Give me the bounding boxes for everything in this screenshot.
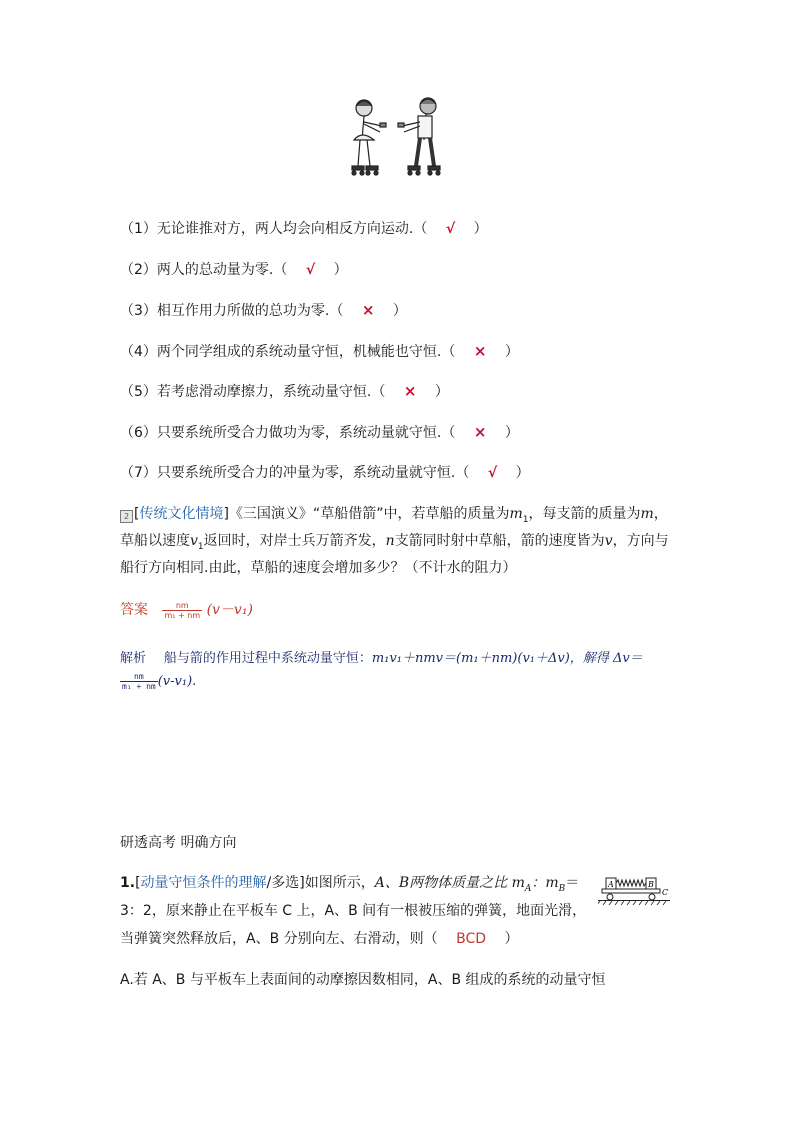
block-a-label: A <box>608 880 614 889</box>
q1-text: ＝ <box>565 875 580 891</box>
q1-line3 <box>120 929 518 949</box>
var-v: v <box>604 533 613 549</box>
sub-1: 1 <box>522 514 529 525</box>
statement-text: （1）无论谁推对方，两人均会向相反方向运动.（ <box>120 221 428 237</box>
statement-text: （4）两个同学组成的系统动量守恒，机械能也守恒.（ <box>120 344 456 360</box>
analysis-text: 船与箭的作用过程中系统动量守恒： <box>163 651 372 666</box>
answer-expression: (v－v₁) <box>206 602 253 618</box>
analysis-tail: (v-v₁). <box>157 674 197 689</box>
q2-text: 支箭同时射中草船，箭的速度皆为 <box>394 533 605 549</box>
q1-text: /多选]如图所示， <box>266 875 375 891</box>
statement-text: （7）只要系统所受合力的冲量为零，系统动量就守恒.（ <box>120 465 470 481</box>
paren-close: ） <box>515 465 530 481</box>
question2-line1: 2 [传统文化情境]《三国演义》“草船借箭”中，若草船的质量为$m_1$，每支箭的质量为m， <box>120 504 668 530</box>
option-a: A.若 A、B 与平板车上表面间的动摩擦因数相同，A、B 组成的系统的动量守恒 <box>120 972 606 988</box>
section-title: 研透高考 明确方向 <box>120 835 237 851</box>
statement-4 <box>120 341 519 362</box>
block-b-label: B <box>648 880 654 889</box>
question-number: 1. <box>120 875 136 891</box>
answer-row <box>120 600 253 620</box>
analysis-equation: m₁v₁＋nmv＝(m₁＋nm)(v₁＋Δv)，解得 Δv＝ <box>371 651 643 666</box>
paren-close: ） <box>504 931 519 947</box>
analysis-row-2 <box>120 672 196 692</box>
q1-answer: BCD <box>456 931 487 947</box>
topic-link[interactable]: 动量守恒条件的理解 <box>140 875 267 891</box>
sub-b: B <box>558 883 566 894</box>
check-mark: √ <box>305 262 316 278</box>
q1-line1: 1.[动量守恒条件的理解/多选]如图所示，A、B两物体质量之比 $m_A$：$m_B=$ <box>120 875 580 894</box>
var-n: n <box>385 533 395 549</box>
wheel <box>649 894 655 900</box>
q1-text: 当弹簧突然释放后，A、B 分别向左、右滑动，则（ <box>120 931 438 947</box>
ground-hatch <box>598 901 666 905</box>
q2-text: ，方向与 <box>612 533 669 549</box>
answer-fraction <box>162 601 202 620</box>
var-v: v <box>190 533 198 549</box>
statement-text: （2）两人的总动量为零.（ <box>120 262 288 278</box>
paren-close: ） <box>434 384 449 400</box>
q1-text: 3：2，原来静止在平板车 C 上，A、B 间有一根被压缩的弹簧，地面光滑， <box>120 903 587 919</box>
statement-1 <box>120 219 488 239</box>
question2-line3 <box>120 558 516 578</box>
check-mark: √ <box>445 221 456 237</box>
statement-3 <box>120 300 407 321</box>
cross-mark: × <box>473 342 487 360</box>
wheel <box>607 894 613 900</box>
fraction-numerator: nm <box>120 672 158 682</box>
skaters-illustration <box>340 96 460 188</box>
cart-label: C <box>662 888 669 897</box>
answer-label: 答案 <box>120 602 148 618</box>
context-tag-link[interactable]: 传统文化情境 <box>139 506 224 522</box>
q2-text: ，每支箭的质量为 <box>528 506 641 522</box>
edit-icon[interactable]: 2 <box>120 510 133 523</box>
sub-a: A <box>524 883 532 894</box>
paren-close: ） <box>504 425 519 441</box>
statement-text: （6）只要系统所受合力做功为零，系统动量就守恒.（ <box>120 425 456 441</box>
statement-2 <box>120 260 348 280</box>
question2-line2 <box>120 531 669 557</box>
paren-close: ） <box>473 221 488 237</box>
statement-7 <box>120 463 530 483</box>
analysis-fraction <box>120 672 158 691</box>
cart-spring-figure <box>598 873 678 913</box>
cart-platform <box>602 889 660 893</box>
analysis-row <box>120 648 643 669</box>
var-m: m <box>509 506 523 522</box>
fraction-denominator: m₁ + nm <box>164 610 201 620</box>
q1-text: ：m <box>531 875 559 891</box>
q2-text: 返回时，对岸士兵万箭齐发， <box>203 533 386 549</box>
cross-mark: × <box>403 382 417 400</box>
q2-text: ， <box>653 506 668 522</box>
analysis-label: 解析 <box>120 650 147 665</box>
cross-mark: × <box>361 301 375 319</box>
paren-close: ） <box>504 344 519 360</box>
q1-text: A、B两物体质量之比 m <box>374 875 525 891</box>
check-mark: √ <box>487 465 498 481</box>
statement-text: （3）相互作用力所做的总功为零.（ <box>120 303 344 319</box>
q1-line2 <box>120 901 586 921</box>
statement-text: （5）若考虑滑动摩擦力，系统动量守恒.（ <box>120 384 386 400</box>
var-m: m <box>640 506 654 522</box>
paren-close: ） <box>333 262 348 278</box>
spring <box>616 880 646 886</box>
statement-5 <box>120 381 449 402</box>
paren-close: ） <box>392 303 407 319</box>
q2-text: 《三国演义》“草船借箭”中，若草船的质量为 <box>228 506 510 522</box>
fraction-denominator: m₁ + nm <box>122 682 156 691</box>
q2-text: 草船以速度 <box>120 533 190 549</box>
fraction-numerator: nm <box>162 601 202 611</box>
statement-6 <box>120 422 519 443</box>
cross-mark: × <box>473 423 487 441</box>
sub-1: 1 <box>197 541 204 552</box>
q2-text: 船行方向相同.由此，草船的速度会增加多少？（不计水的阻力） <box>120 560 517 576</box>
